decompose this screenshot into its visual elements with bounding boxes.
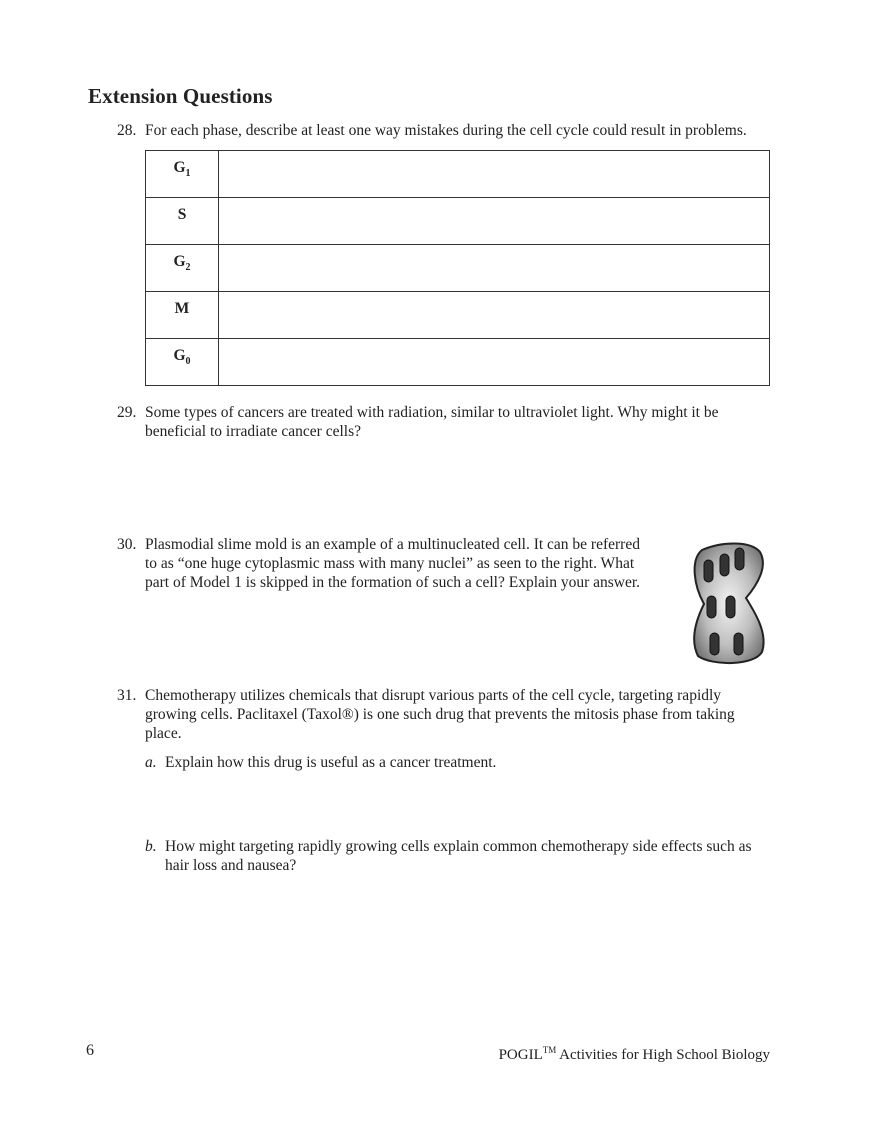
nucleus	[720, 554, 729, 576]
question-number: 28.	[117, 122, 137, 139]
answer-cell-g0[interactable]	[219, 339, 770, 386]
question-31	[88, 686, 788, 746]
nucleus	[704, 560, 713, 582]
page-number: 6	[86, 1042, 94, 1059]
sub-question-text: Explain how this drug is useful as a cancer treatment.	[165, 754, 497, 771]
table-row	[146, 292, 770, 339]
nucleus	[735, 548, 744, 570]
question-number: 29.	[117, 404, 137, 421]
table-row	[146, 198, 770, 245]
footer-title: POGIL™ Activities for High School Biology	[498, 1045, 770, 1063]
phase-table	[145, 150, 770, 386]
sub-question-letter: b.	[145, 838, 157, 855]
section-heading: Extension Questions	[88, 84, 273, 108]
question-31a	[145, 753, 785, 773]
phase-label-m: M	[146, 292, 219, 339]
question-text-line1: Plasmodial slime mold is an example of a multinucleated cell. It can be referred	[145, 536, 640, 553]
question-number: 30.	[117, 536, 137, 553]
table-row	[146, 151, 770, 198]
question-text-line2: growing cells. Paclitaxel (Taxol®) is one such drug that prevents the mitosis phase from taking	[145, 706, 735, 723]
question-text-line3: part of Model 1 is skipped in the formation of such a cell? Explain your answer.	[145, 574, 641, 591]
sub-question-letter: a.	[145, 754, 157, 771]
question-text-line3: place.	[145, 725, 182, 742]
question-text-line1: Some types of cancers are treated with radiation, similar to ultraviolet light. Why might it be	[145, 404, 719, 421]
question-30	[88, 535, 678, 595]
question-31b	[145, 837, 785, 877]
question-text-line1: Chemotherapy utilizes chemicals that disrupt various parts of the cell cycle, targeting rapidly	[145, 687, 722, 704]
phase-label-g0: $G_0$	[146, 339, 219, 386]
question-29	[88, 403, 788, 443]
nucleus	[734, 633, 743, 655]
answer-cell-g2[interactable]	[219, 245, 770, 292]
nucleus	[710, 633, 719, 655]
table-row	[146, 245, 770, 292]
question-28	[88, 121, 788, 141]
answer-cell-s[interactable]	[219, 198, 770, 245]
phase-label-s: S	[146, 198, 219, 245]
table-row	[146, 339, 770, 386]
sub-question-text-line2: hair loss and nausea?	[165, 857, 297, 874]
nucleus	[726, 596, 735, 618]
phase-label-g1: $G_1$	[146, 151, 219, 198]
nucleus	[707, 596, 716, 618]
slime-mold-cell-illustration	[688, 538, 768, 668]
answer-cell-m[interactable]	[219, 292, 770, 339]
question-text-line2: beneficial to irradiate cancer cells?	[145, 423, 362, 440]
question-text: For each phase, describe at least one way mistakes during the cell cycle could result in problems.	[145, 122, 747, 139]
phase-label-g2: $G_2$	[146, 245, 219, 292]
answer-cell-g1[interactable]	[219, 151, 770, 198]
question-text-line2: to as “one huge cytoplasmic mass with many nuclei” as seen to the right. What	[145, 555, 635, 572]
sub-question-text-line1: How might targeting rapidly growing cells explain common chemotherapy side effects such as	[165, 838, 752, 855]
question-number: 31.	[117, 687, 137, 704]
